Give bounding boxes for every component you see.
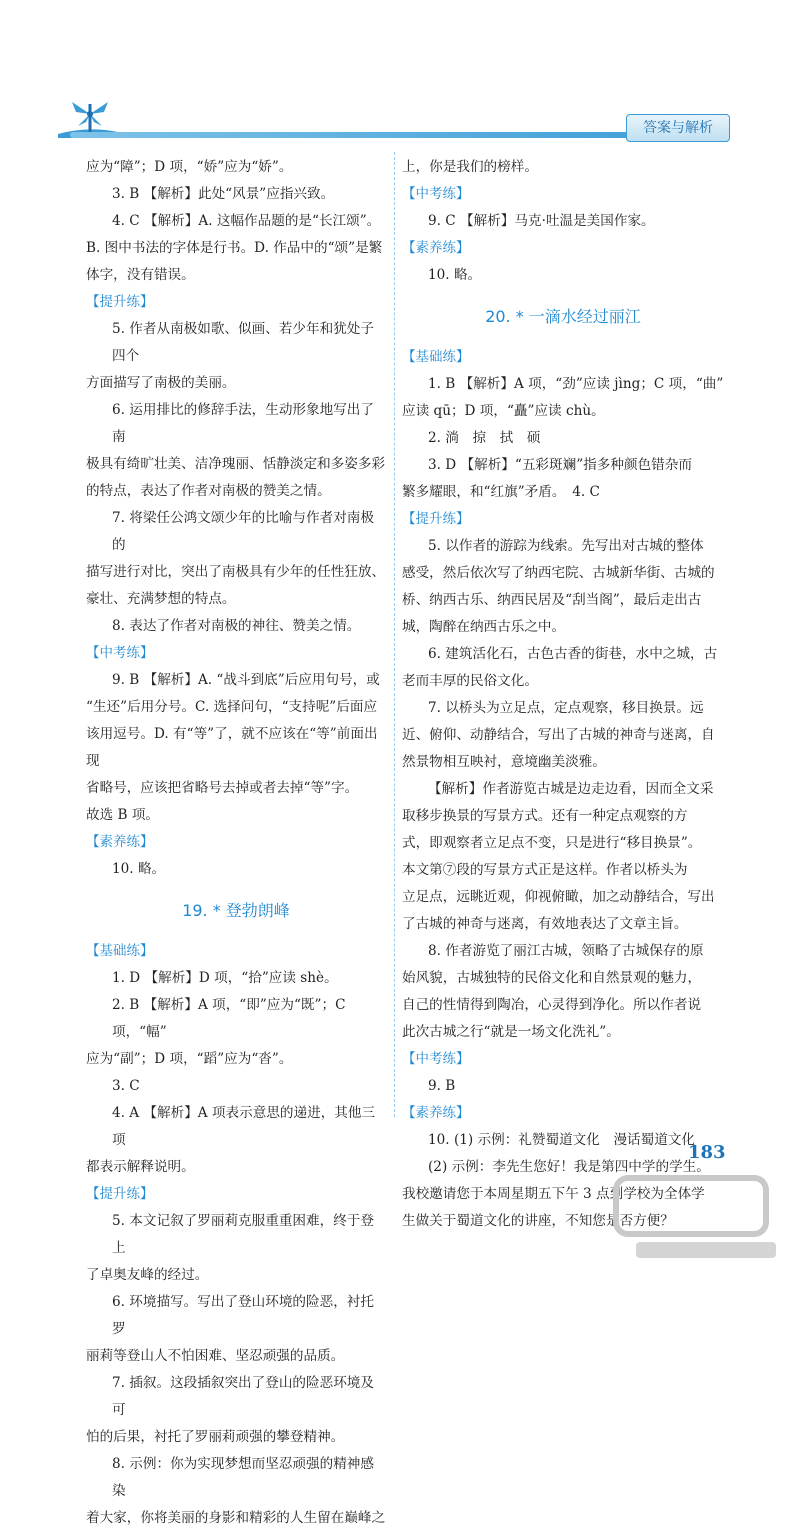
answer-line: 故选 B 项。 [86, 807, 160, 823]
answer-line: B. 图中书法的字体是行书。D. 作品中的“颂”是繁 [86, 240, 383, 256]
answer-line: 着大家，你将美丽的身影和精彩的人生留在巅峰之 [86, 1510, 386, 1526]
answer-line: 本文第⑦段的写景方式正是这样。作者以桥头为 [402, 862, 688, 878]
answer-line: 了古城的神奇与迷离，有效地表达了文章主旨。 [402, 916, 688, 932]
answer-line: 式，即观察者立足点不变，只是进行“移目换景”。 [402, 835, 702, 851]
answer-line: 9. B 【解析】A. “战斗到底”后应用句号，或 [112, 672, 380, 688]
answer-line: 的特点，表达了作者对南极的赞美之情。 [86, 483, 331, 499]
answer-line: 5. 本文记叙了罗丽莉克服重重困难，终于登上 [112, 1213, 374, 1256]
answer-line: 2. 淌 掠 拭 硕 [428, 430, 541, 446]
answer-line: (2) 示例：李先生您好！我是第四中学的学生。 [428, 1159, 710, 1175]
lesson-title: 19. * 登勃朗峰 [182, 901, 290, 920]
answer-line: 应为“副”；D 项，“蹈”应为“沓”。 [86, 1051, 293, 1067]
answer-line: 6. 建筑活化石，古色古香的街巷，水中之城，古 [428, 646, 718, 662]
answer-line: 2. B 【解析】A 项，“即”应为“既”；C 项，“幅” [112, 997, 346, 1040]
answer-line: 此次古城之行“就是一场文化洗礼”。 [402, 1024, 620, 1040]
section-tag: 答案与解析 [626, 114, 730, 142]
answer-line: 10. 略。 [112, 861, 166, 877]
page-header [40, 98, 730, 144]
answer-line: 桥、纳西古乐、纳西民居及“刮当阁”，最后走出古 [402, 592, 702, 608]
answer-line: 老而丰厚的民俗文化。 [402, 673, 538, 689]
answer-line: 【解析】作者游览古城是边走边看，因而全文采 [428, 781, 714, 797]
answer-line: 6. 运用排比的修辞手法，生动形象地写出了南 [112, 402, 374, 445]
answer-line: 该用逗号。D. 有“等”了，就不应该在“等”前面出现 [86, 726, 378, 769]
answer-line: 描写进行对比，突出了南极具有少年的任性狂放、 [86, 564, 386, 580]
answer-line: 然景物相互映衬，意境幽美淡雅。 [402, 754, 606, 770]
answer-line: 应读 qū；D 项，“矗”应读 chù。 [402, 403, 605, 419]
answer-line: 3. D 【解析】“五彩斑斓”指多种颜色错杂而 [428, 457, 692, 473]
answer-line: 4. A 【解析】A 项表示意思的递进，其他三项 [112, 1105, 376, 1148]
answer-line: 体字，没有错误。 [86, 267, 195, 283]
left-column [86, 154, 386, 1532]
answer-line: 立足点，远眺近观，仰视俯瞰，加之动静结合，写出 [402, 889, 715, 905]
answer-line: 省略号，应该把省略号去掉或者去掉“等”字。 [86, 780, 359, 796]
answer-line: 7. 插叙。这段插叙突出了登山的险恶环境及可 [112, 1375, 374, 1418]
section-heading: 【中考练】 [402, 186, 470, 202]
answer-line: 我校邀请您于本周星期五下午 3 点到学校为全体学 [402, 1186, 705, 1202]
answer-line: 方面描写了南极的美丽。 [86, 375, 236, 391]
answer-line: 9. B [428, 1078, 456, 1094]
section-heading: 【基础练】 [86, 943, 154, 959]
right-column [402, 154, 724, 1235]
answer-line: 10. 略。 [428, 267, 482, 283]
answer-line: 8. 作者游览了丽江古城，领略了古城保存的原 [428, 943, 704, 959]
section-heading: 【中考练】 [402, 1051, 470, 1067]
answer-line: 7. 以桥头为立足点，定点观察，移目换景。远 [428, 700, 704, 716]
answer-line: 极具有绮旷壮美、洁净瑰丽、恬静淡定和多姿多彩 [86, 456, 386, 472]
answer-line: 1. D 【解析】D 项，“拾”应读 shè。 [112, 970, 338, 986]
answer-line: 上，你是我们的榜样。 [402, 159, 538, 175]
answer-line: 应为“障”；D 项，“娇”应为“娇”。 [86, 159, 293, 175]
answer-line: 8. 示例：你为实现梦想而坚忍顽强的精神感染 [112, 1456, 374, 1499]
answer-line: 取移步换景的写景方式。还有一种定点观察的方 [402, 808, 688, 824]
answer-line: 4. C 【解析】A. 这幅作品题的是“长江颂”。 [112, 213, 381, 229]
section-heading: 【提升练】 [86, 294, 154, 310]
answer-line: 豪壮、充满梦想的特点。 [86, 591, 236, 607]
column-divider [394, 152, 395, 1117]
answer-line: 生做关于蜀道文化的讲座，不知您是否方便？ [402, 1213, 674, 1229]
section-heading: 【提升练】 [86, 1186, 154, 1202]
answer-line: 始风貌，古城独特的民俗文化和自然景观的魅力， [402, 970, 702, 986]
section-heading: 【素养练】 [86, 834, 154, 850]
section-heading: 【素养练】 [402, 1105, 470, 1121]
answer-line: 了卓奥友峰的经过。 [86, 1267, 209, 1283]
answer-line: 5. 作者从南极如歌、似画、若少年和犹处子四个 [112, 321, 374, 364]
answer-line: 都表示解释说明。 [86, 1159, 195, 1175]
answer-line: 7. 将梁任公鸿文颂少年的比喻与作者对南极的 [112, 510, 374, 553]
lesson-title: 20. * 一滴水经过丽江 [485, 307, 641, 326]
answer-line: 8. 表达了作者对南极的神往、赞美之情。 [112, 618, 361, 634]
answer-line: 9. C 【解析】马克·吐温是美国作家。 [428, 213, 655, 229]
answer-line: 6. 环境描写。写出了登山环境的险恶，衬托罗 [112, 1294, 374, 1337]
answer-line: 10. (1) 示例：礼赞蜀道文化 漫话蜀道文化 [428, 1132, 696, 1148]
answer-line: 丽莉等登山人不怕困难、坚忍顽强的品质。 [86, 1348, 345, 1364]
section-heading: 【基础练】 [402, 349, 470, 365]
answer-line: 3. C [112, 1078, 140, 1094]
section-heading: 【提升练】 [402, 511, 470, 527]
answer-line: 1. B 【解析】A 项，“劲”应读 jìng；C 项，“曲” [428, 376, 724, 392]
page-number: 183 [688, 1142, 726, 1163]
answer-line: 怕的后果，衬托了罗丽莉顽强的攀登精神。 [86, 1429, 345, 1445]
section-heading: 【素养练】 [402, 240, 470, 256]
answer-line: 城，陶醉在纳西古乐之中。 [402, 619, 566, 635]
answer-line: 3. B 【解析】此处“风景”应指兴致。 [112, 186, 335, 202]
watermark-stamp-icon [596, 1168, 786, 1268]
section-heading: 【中考练】 [86, 645, 154, 661]
answer-line: 感受，然后依次写了纳西宅院、古城新华街、古城的 [402, 565, 715, 581]
answer-line: 近、俯仰、动静结合，写出了古城的神奇与迷离，自 [402, 727, 715, 743]
answer-line: 自己的性情得到陶冶，心灵得到净化。所以作者说 [402, 997, 702, 1013]
answer-line: “生还”后用分号。C. 选择问句，“支持呢”后面应 [86, 699, 378, 715]
answer-line: 5. 以作者的游踪为线索。先写出对古城的整体 [428, 538, 704, 554]
answer-line: 繁多耀眼，和“红旗”矛盾。 4. C [402, 484, 600, 500]
